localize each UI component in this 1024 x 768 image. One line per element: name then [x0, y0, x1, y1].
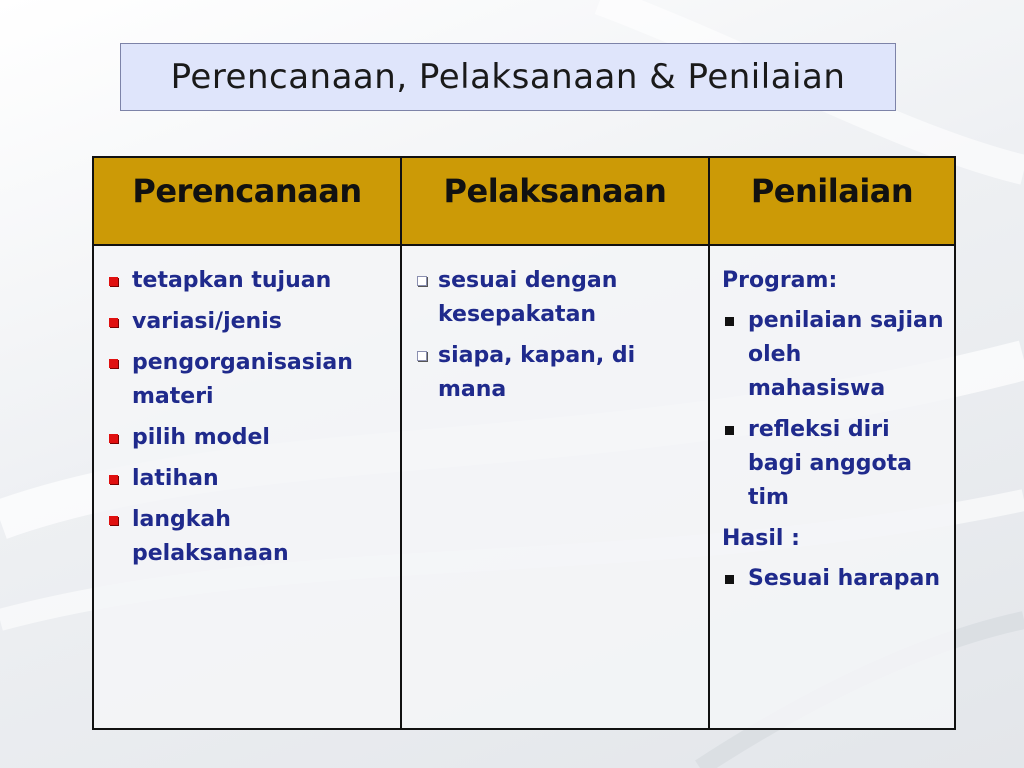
item-text: Sesuai harapan: [748, 566, 941, 591]
perencanaan-list: [106, 264, 390, 571]
list-item: [722, 562, 944, 596]
item-text: siapa, kapan, di mana: [438, 343, 636, 402]
header-penilaian: Penilaian: [750, 172, 914, 210]
item-text: tetapkan tujuan: [132, 268, 332, 293]
square-bullet-icon: [725, 317, 734, 326]
item-text: penilaian sajian oleh mahasiswa: [748, 308, 944, 401]
list-item: [106, 264, 390, 298]
list-item: [414, 264, 698, 332]
square-bullet-icon: [725, 575, 734, 584]
body-cell-penilaian: [710, 246, 954, 728]
program-list: [722, 304, 944, 515]
list-item: [106, 503, 390, 571]
square-bullet-icon: [109, 475, 118, 484]
header-cell-pelaksanaan: [402, 158, 710, 246]
hasil-list: [722, 562, 944, 596]
pelaksanaan-list: [414, 264, 698, 407]
hasil-label: Hasil :: [722, 526, 800, 551]
item-text: langkah pelaksanaan: [132, 507, 289, 566]
item-text: pilih model: [132, 425, 270, 450]
header-cell-penilaian: [710, 158, 954, 246]
square-bullet-icon: [109, 359, 118, 368]
body-cell-perencanaan: [94, 246, 402, 728]
item-text: refleksi diri bagi anggota tim: [748, 417, 913, 510]
title-box: [120, 43, 896, 111]
square-bullet-icon: [109, 318, 118, 327]
square-bullet-icon: [725, 426, 734, 435]
list-item: [106, 421, 390, 455]
item-text: variasi/jenis: [132, 309, 282, 334]
square-bullet-icon: [109, 277, 118, 286]
header-cell-perencanaan: [94, 158, 402, 246]
list-item: [722, 304, 944, 406]
list-item: [106, 346, 390, 414]
list-item: [106, 462, 390, 496]
square-bullet-icon: [109, 516, 118, 525]
list-item: [722, 413, 944, 515]
header-pelaksanaan: Pelaksanaan: [443, 172, 667, 210]
hollow-square-bullet-icon: [417, 276, 427, 286]
item-text: sesuai dengan kesepakatan: [438, 268, 618, 327]
list-item: [414, 339, 698, 407]
comparison-table: [92, 156, 956, 730]
square-bullet-icon: [109, 434, 118, 443]
hollow-square-bullet-icon: [417, 351, 427, 361]
item-text: pengorganisasian materi: [132, 350, 353, 409]
header-perencanaan: Perencanaan: [132, 172, 362, 210]
slide-title: Perencanaan, Pelaksanaan & Penilaian: [170, 57, 846, 97]
item-text: latihan: [132, 466, 219, 491]
program-label: Program:: [722, 268, 838, 293]
list-item: [106, 305, 390, 339]
body-cell-pelaksanaan: [402, 246, 710, 728]
